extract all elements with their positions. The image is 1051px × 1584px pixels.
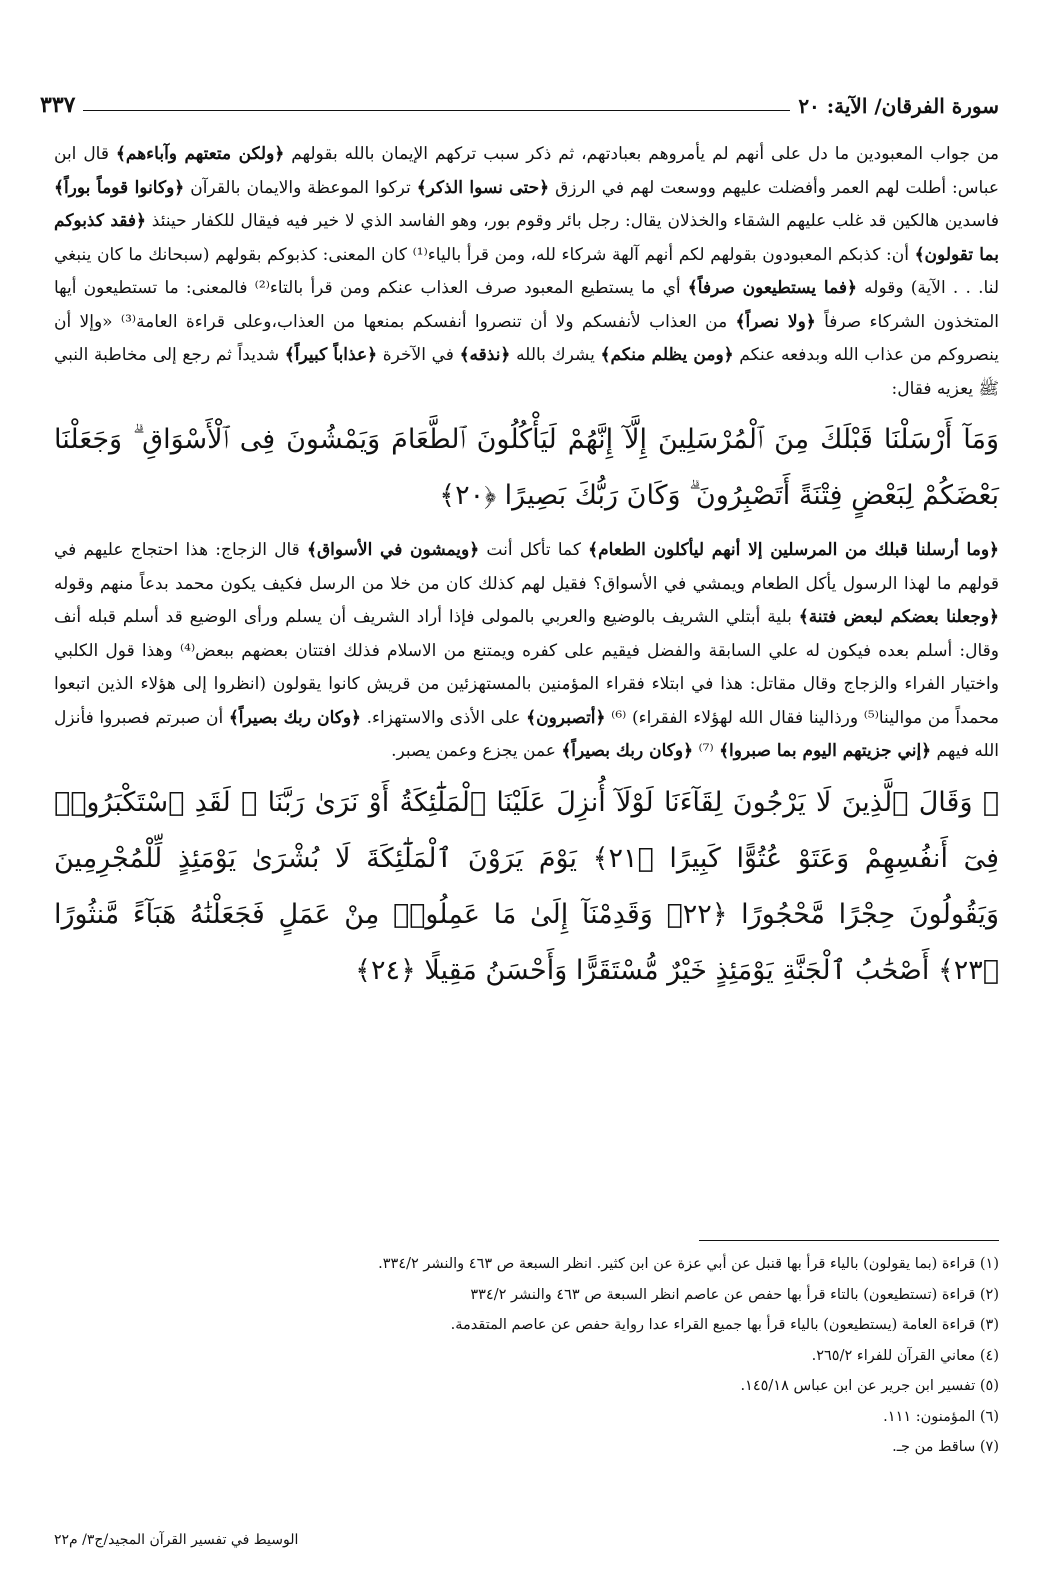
commentary-text: كما تأكل أنت (479, 540, 589, 560)
paragraph-1 (54, 138, 999, 406)
footnote-5: (٥) تفسير ابن جرير عن ابن عباس ١٤٥/١٨. (740, 1378, 999, 1394)
commentary-text: عمن يجزع وعمن يصبر. (391, 741, 562, 761)
quoted-phrase: ﴿ويمشون في الأسواق﴾ (307, 540, 480, 560)
quoted-phrase: ﴿إني جزيتهم اليوم بما صبروا﴾ (719, 741, 932, 761)
quoted-phrase: ﴿ولا نصراً﴾ (735, 311, 816, 332)
commentary-text: فاسدين هالكين قد غلب عليهم الشقاء والخذلان يقال: رجل بائر وقوم بور، وهو الفاسد الذي لا خير فيه فيقال للكفار حينئذ (145, 211, 999, 231)
commentary-text: أن صبرتم فصبروا فأنزل الله فيهم (54, 707, 999, 761)
footnotes (54, 1240, 999, 1463)
commentary-text: تركوا الموعظة والايمان بالقرآن (184, 177, 417, 198)
footnote-2: (٢) قراءة (تستطيعون) بالتاء قرأ بها حفص عن عاصم انظر السبعة ص ٤٦٣ والنشر ٣٣٤/٢ (470, 1286, 999, 1303)
commentary-text: من العذاب لأنفسكم ولا أن تنصروا أنفسكم بمنعها من العذاب،وعلى قراءة العامة⁽³⁾ «وإلا أن ينصروكم من عذاب الله وبدفعه عنكم (54, 311, 1000, 365)
commentary-text: من جواب المعبودين ما دل على أنهم لم يأمروهم بعبادتهم، ثم ذكر سبب تركهم الإيمان بالله بقولهم (284, 144, 999, 164)
commentary-text: يشرك بالله (510, 345, 601, 365)
quoted-phrase: ﴿وكان ربك بصيراً﴾ (228, 707, 362, 728)
page-body (54, 138, 999, 1009)
quoted-phrase: ﴿وكان ربك بصيراً﴾ (561, 741, 694, 761)
commentary-text: قال الزجاج: هذا احتجاج عليهم في قولهم ما لهذا الرسول يأكل الطعام ويمشي في الأسواق؟ فقيل لهم كذلك كان من خلا من الرسل فكيف يكون محمد بدعاً منهم وقوله (54, 540, 999, 594)
quoted-phrase: ﴿وجعلنا بعضكم لبعض فتنة﴾ (798, 607, 999, 627)
commentary-text: أن: كذبكم المعبودون بقولهم لكم أنهم آلهة شركاء لله، ومن قرأ بالياء⁽¹⁾ كان المعنى: كذبوكم بقولهم (سبحانك ما كان ينبغي لنا. . . الآية) وقوله (54, 244, 999, 298)
quran-verse-20: وَمَآ أَرْسَلْنَا قَبْلَكَ مِنَ ٱلْمُرْسَلِينَ إِلَّآ إِنَّهُمْ لَيَأْكُلُونَ ٱلطَّعَامَ وَيَمْشُونَ فِى ٱلْأَسْوَاقِ ۗ وَجَعَلْنَا بَعْضَكُمْ لِبَعْضٍ فِتْنَةً أَتَصْبِرُونَ ۗ وَكَانَ رَبُّكَ بَصِيرًا ﴿٢٠﴾ (54, 424, 999, 511)
quoted-phrase: ﴿فقد كذبوكم بما تقولون﴾ (54, 211, 999, 265)
commentary-text: أي ما يستطيع المعبود صرف العذاب عنكم ومن قرأ بالتاء⁽²⁾ فالمعنى: ما تستطيعون أيها المتخذون الشركاء صرفاً (54, 278, 1000, 332)
quoted-phrase: ﴿أتصبرون﴾ (526, 707, 606, 728)
commentary-text: على الأذى والاستهزاء. (361, 707, 527, 728)
paragraph-2 (54, 534, 999, 769)
commentary-text: بلية أبتلي الشريف بالوضيع والعربي بالمولى فإذا أراد الشريف أن يسلم ورأى الوضيع قد أسلم قبله أنف وقال: أسلم بعده فيكون له علي السابقة والفضل فيقيم على كفره ويمتنع من الاسلام فذلك افتتان بعضهم ببعض⁽⁴⁾ وهذا قول الكلبي واختيار الفراء والزجاج وقال مقاتل: هذا في ابتلاء فقراء المؤمنين بالمستهزئين من قريش كانوا يقولون (انظروا إلى هؤلاء الذين اتبعوا محمداً من موالينا⁽⁵⁾ ورذالينا فقال الله لهؤلاء الفقراء) ⁽⁶⁾ (54, 607, 1000, 728)
book-signature: الوسيط في تفسير القرآن المجيد/ج٣/ م٢٢ (54, 1532, 299, 1548)
quoted-phrase: ﴿وما أرسلنا قبلك من المرسلين إلا أنهم ليأكلون الطعام﴾ (588, 540, 999, 560)
commentary-text: قال ابن عباس: أطلت لهم العمر وأفضلت عليهم ووسعت لهم في الرزق (54, 144, 999, 198)
quoted-phrase: ﴿ومن يظلم منكم﴾ (600, 345, 734, 365)
running-header (40, 86, 999, 118)
footnote-separator (699, 1240, 999, 1241)
quoted-phrase: ﴿عذاباً كبيراً﴾ (284, 345, 378, 365)
quran-verses-21-24: ۞ وَقَالَ ٱلَّذِينَ لَا يَرْجُونَ لِقَآءَنَا لَوْلَآ أُنزِلَ عَلَيْنَا ٱلْمَلَٰٓئِكَةُ أَوْ نَرَىٰ رَبَّنَا ۗ لَقَدِ ٱسْتَكْبَرُوا۟ فِىٓ أَنفُسِهِمْ وَعَتَوْ عُتُوًّا كَبِيرًا ﴿٢١﴾ يَوْمَ يَرَوْنَ ٱلْمَلَٰٓئِكَةَ لَا بُشْرَىٰ يَوْمَئِذٍ لِّلْمُجْرِمِينَ وَيَقُولُونَ حِجْرًا مَّحْجُورًا ﴿٢٢﴾ وَقَدِمْنَآ إِلَىٰ مَا عَمِلُوا۟ مِنْ عَمَلٍ فَجَعَلْنَٰهُ هَبَآءً مَّنثُورًا ﴿٢٣﴾ أَصْحَٰبُ ٱلْجَنَّةِ يَوْمَئِذٍ خَيْرٌ مُّسْتَقَرًّا وَأَحْسَنُ مَقِيلًا ﴿٢٤﴾ (54, 786, 999, 986)
page-footer (54, 1532, 999, 1548)
quoted-phrase: ﴿حتى نسوا الذكر﴾ (416, 177, 550, 198)
commentary-text: شديداً ثم رجع إلى مخاطبة النبي ﷺ يعزيه فقال: (54, 345, 999, 399)
quoted-phrase: ﴿نذقه﴾ (459, 345, 511, 365)
footnote-3: (٣) قراءة العامة (يستطيعون) بالياء قرأ بها جميع القراء عدا رواية حفص عن عاصم المتقدمة. (450, 1317, 999, 1333)
header-rule (83, 110, 790, 111)
surah-title: سورة الفرقان/ الآية: ٢٠ (798, 94, 999, 118)
page-number: ٣٣٧ (40, 92, 76, 118)
footnote-7: (٧) ساقط من جـ. (892, 1439, 999, 1455)
footnote-6: (٦) المؤمنون: ١١١. (883, 1408, 999, 1425)
footnote-1: (١) قراءة (بما يقولون) بالياء قرأ بها قنبل عن أبي عزة عن ابن كثير. انظر السبعة ص ٤٦٣ والنشر ٣٣٤/٢. (378, 1256, 999, 1272)
commentary-text: ⁽⁷⁾ (693, 741, 720, 761)
quoted-phrase: ﴿وكانوا قوماً بوراً﴾ (54, 177, 185, 198)
quoted-phrase: ﴿ولكن متعتهم وآباءهم﴾ (115, 144, 285, 164)
quoted-phrase: ﴿فما يستطيعون صرفاً﴾ (687, 278, 857, 298)
commentary-text: في الآخرة (377, 345, 460, 365)
footnote-4: (٤) معاني القرآن للفراء ٢٦٥/٢. (811, 1347, 999, 1364)
